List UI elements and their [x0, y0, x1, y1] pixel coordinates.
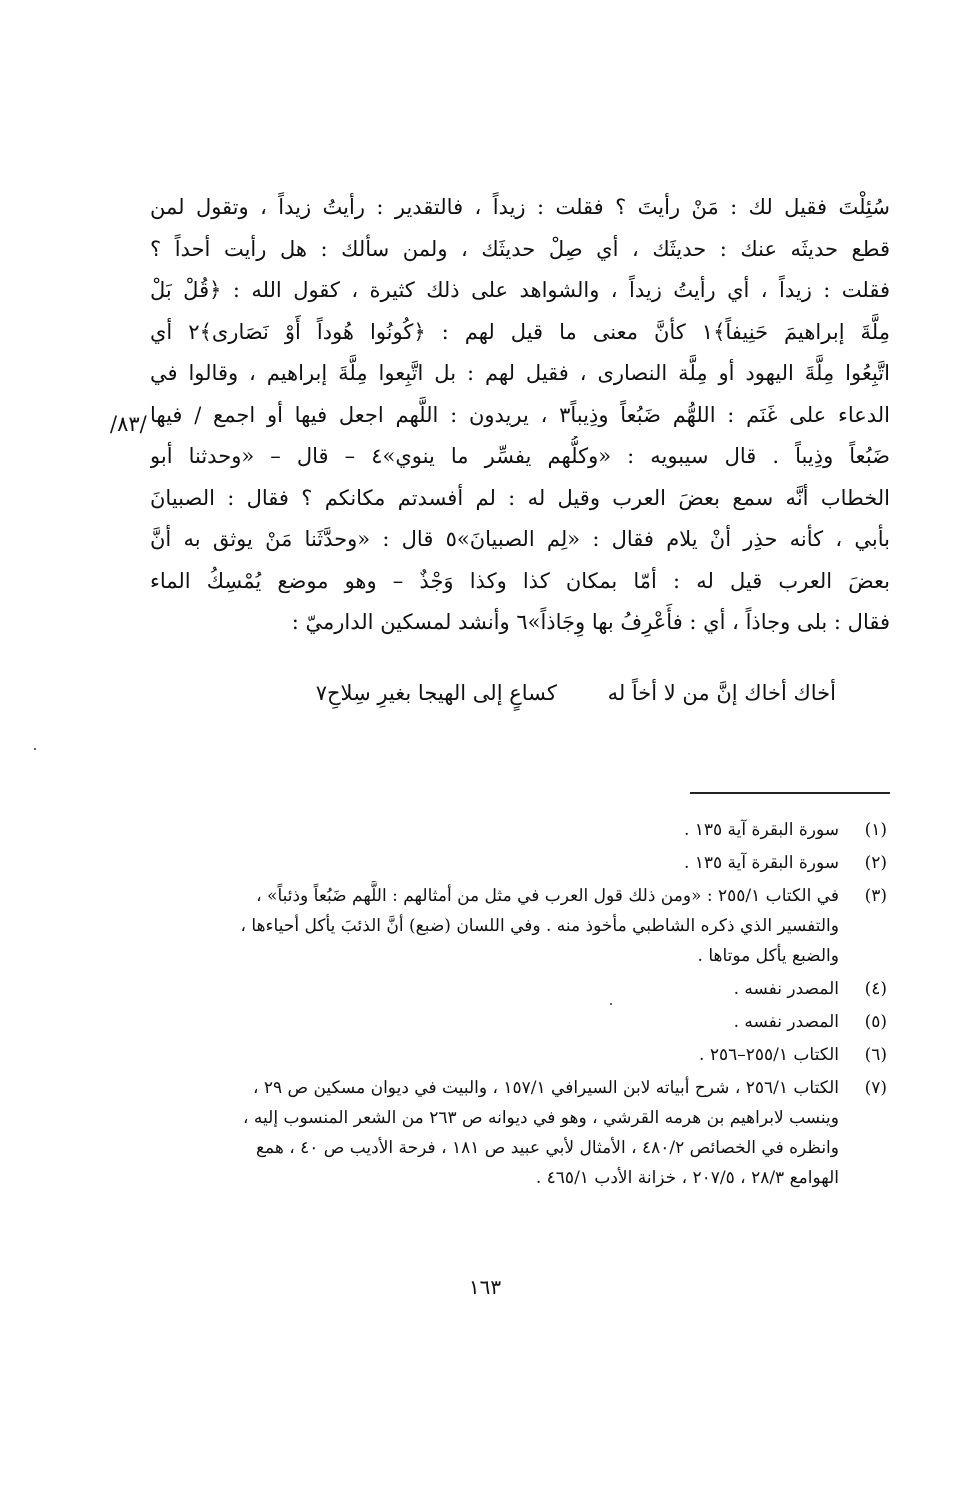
footnote-number: (٤): [864, 979, 887, 999]
main-text-line: اتَّبِعُوا مِلَّةَ اليهود أو مِلَّة النصارى ، فقيل لهم : بل اتَّبِعوا مِلَّةَ إبراهيم ، وقالوا في: [150, 361, 890, 385]
footnote-4: [150, 974, 890, 1004]
footnote-3: [150, 881, 890, 971]
footnote-text: [150, 881, 839, 971]
footnote-5: [150, 1007, 890, 1037]
footnote-line: المصدر نفسه .: [733, 979, 839, 999]
footnote-number: (٣): [864, 886, 887, 906]
footnote-number: (٧): [864, 1078, 887, 1098]
footnote-number: (٥): [864, 1012, 887, 1032]
main-text-line: بأبي ، كأنه حذِر أنْ يلام فقال : «لِم الصبيانَ»٥ قال : «وحدَّثَنا مَنْ يوثق به أنَّ: [150, 527, 890, 551]
footnote-text: [150, 1073, 839, 1193]
main-text-line: الخطاب أنَّه سمع بعضَ العرب وقيل له : لم أفسدتم مكانكم ؟ فقال : الصبيانَ: [150, 485, 890, 510]
footnote-6: [150, 1040, 890, 1070]
main-text-line: قطع حديثَه عنك : حديثَك ، أي صِلْ حديثَك ، ولمن سألك : هل رأيت أحداً ؟: [150, 236, 890, 261]
verse-second-hemistich: كساعٍ إلى الهيجا بغيرِ سِلاحِ٧: [315, 681, 557, 705]
main-text-line: سُئِلْتَ فقيل لك : مَنْ رأيتَ ؟ فقلت : زيداً ، فالتقدير : رأيتُ زيداً ، وتقول لمن: [150, 195, 890, 219]
main-text-line: فقال : بلى وجاذاً ، أي : فأَعْرِفُ بها وِجَاذاً»٦ وأنشد لمسكين الدارميّ :: [291, 610, 890, 634]
footnote-line: المصدر نفسه .: [733, 1012, 839, 1032]
footnote-separator: [690, 792, 890, 794]
footnote-line: الكتاب ٢٥٥/١–٢٥٦ .: [699, 1045, 839, 1065]
footnote-line: وانظره في الخصائص ٤٨٠/٢ ، الأمثال لأبي عبيد ص ١٨١ ، فرحة الأديب ص ٤٠ ، همع: [255, 1138, 839, 1158]
footnote-number: (٢): [864, 853, 887, 873]
footnotes-section: [150, 815, 890, 1196]
footnote-line: وينسب لابراهيم بن هرمه القرشي ، وهو في ديوانه ص ٢٦٣ من الشعر المنسوب إليه ،: [243, 1108, 839, 1128]
footnote-2: [150, 848, 890, 878]
footnote-number: (٦): [864, 1045, 887, 1065]
main-text-line: ضَبُعاً وذِيباً . قال سيبويه : «وكلُّهم يفسِّر ما ينوي»٤ – قال – «وحدثنا أبو: [150, 444, 890, 468]
footnote-number: (١): [864, 820, 887, 840]
verse-first-hemistich: أخاك أخاك إنَّ من لا أخاً له: [607, 681, 836, 705]
footnote-text: [150, 848, 839, 878]
main-text-block: [150, 187, 890, 644]
footnote-text: [150, 1040, 839, 1070]
footnote-line: في الكتاب ٢٥٥/١ : «ومن ذلك قول العرب في مثل من أمثالهم : اللَّهم ضَبُعاً وذئباً» ،: [256, 886, 839, 906]
footnote-text: [150, 974, 839, 1004]
footnote-text: [150, 1007, 839, 1037]
main-text-line: فقلت : زيداً ، أي رأيتُ زيداً ، والشواهد على ذلك كثيرة ، كقول الله : ﴿قُلْ بَلْ: [150, 278, 890, 302]
scan-speck: [34, 748, 36, 750]
footnote-line: سورة البقرة آية ١٣٥ .: [683, 853, 839, 873]
footnote-line: الكتاب ٢٥٦/١ ، شرح أبياته لابن السيرافي ١٥٧/١ ، والبيت في ديوان مسكين ص ٢٩ ،: [252, 1078, 839, 1098]
main-text-line: الدعاء على غَنَم : اللهُّم ضَبُعاً وذِيباً٣ ، يريدون : اللَّهم اجعل فيها أو اجمع / فيها: [150, 402, 890, 427]
footnote-line: والتفسير الذي ذكره الشاطبي مأخوذ منه . وفي اللسان (ضبع) أنَّ الذئبَ يأكل أحياءها ،: [240, 916, 839, 936]
manuscript-folio-marker: /٨٣/: [110, 412, 147, 436]
footnote-line: والضبع يأكل موتاها .: [697, 946, 839, 966]
footnote-line: الهوامع ٢٨/٣ ، ٢٠٧/٥ ، خزانة الأدب ٤٦٥/١ .: [535, 1168, 839, 1188]
scan-speck: [610, 1003, 612, 1005]
main-text-line: مِلَّةَ إبراهيمَ حَنِيفاً﴾١ كأنَّ معنى ما قيل لهم : ﴿كُونُوا هُوداً أَوْ نَصَارى﴾٢ أي: [150, 319, 890, 344]
main-text-line: بعضَ العرب قيل له : أمّا بمكان كذا وكذا وَجْذٌ – وهو موضع يُمْسِكُ الماء: [150, 568, 890, 593]
poetry-verse: [150, 673, 890, 713]
footnote-text: [150, 815, 839, 845]
footnote-1: [150, 815, 890, 845]
footnote-line: سورة البقرة آية ١٣٥ .: [683, 820, 839, 840]
page-number: ١٦٣: [468, 1275, 502, 1299]
footnote-7: [150, 1073, 890, 1193]
